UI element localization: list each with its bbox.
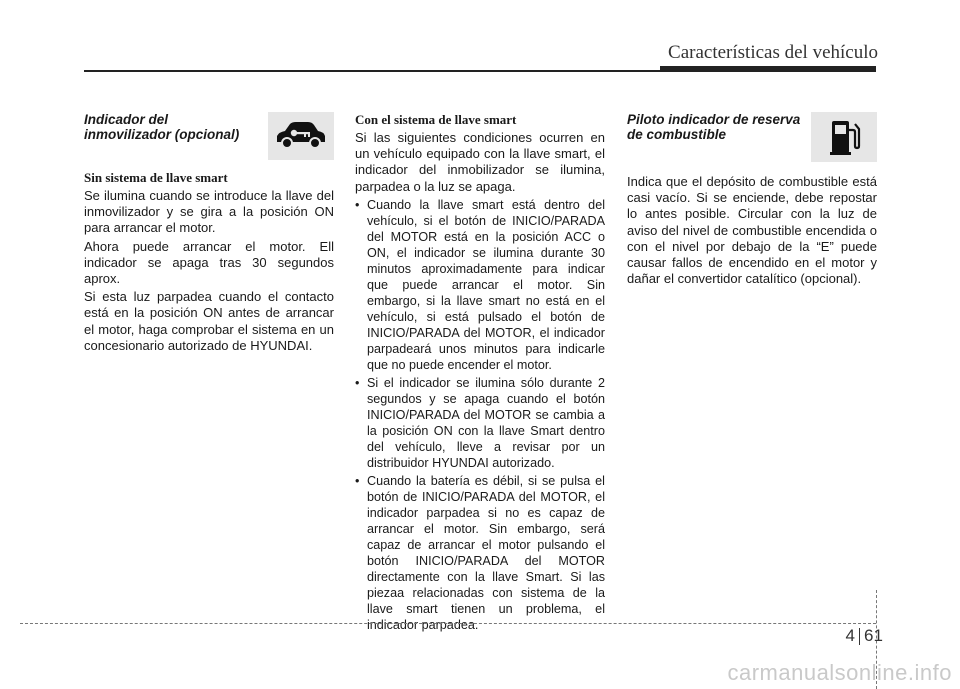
header-rule-accent	[660, 66, 876, 72]
list-item	[355, 473, 605, 633]
list-item-text: Cuando la batería es débil, si se pulsa el botón de INICIO/PARADA del MOTOR, el indicador parpadea si no es capaz de arrancar el motor. Sin embargo, será capaz de arrancar el motor pulsando el botón INICIO/PARADA del MOTOR directamente con la llave Smart. Si las piezaa relacionadas con sistema de la llave smart tienen un problema, el indicador parpadea.	[367, 473, 605, 632]
bullet-glyph: •	[355, 473, 360, 488]
list-item-text: Cuando la llave smart está dentro del vehículo, si el botón de INICIO/PARADA del MOTOR está en la posición ACC o ON, el indicador se ilumina durante 30 minutos aproximadamente para indicar que puede arrancar el motor. Sin embargo, si la llave smart no está en el vehículo, si está pulsado el botón de INICIO/PARADA del MOTOR, el indicador parpadeará unos minutos para indicarle que no puede encender el motor.	[367, 197, 605, 372]
paragraph: Se ilumina cuando se introduce la llave del inmovilizador y se gira a la posición ON para arrancar el motor.	[84, 188, 334, 236]
page-number: 61	[864, 626, 883, 645]
chapter-number: 4	[845, 626, 855, 645]
immobilizer-icon	[268, 112, 334, 160]
fuel-warning-section	[627, 112, 877, 289]
list-item-text: Si el indicador se ilumina sólo durante 2 segundos y se apaga cuando el botón INICIO/PARADA del MOTOR se cambia a la posición ON con la llave Smart dentro del vehículo, lleve a revisar por un distribuidor HYUNDAI autorizado.	[367, 375, 605, 470]
immobilizer-section	[84, 112, 334, 356]
footer-rule	[20, 623, 876, 624]
fuel-pump-icon	[811, 112, 877, 162]
paragraph: Ahora puede arrancar el motor. Ell indicador se apaga tras 30 segundos aprox.	[84, 238, 334, 287]
section-title-line1: Indicador del	[84, 112, 169, 127]
list-item	[355, 375, 605, 471]
paragraph: Si esta luz parpadea cuando el contacto está en la posición ON antes de arrancar el motor, haga comprobar el sistema en un concesionario autorizado de HYUNDAI.	[84, 289, 334, 353]
section-title-line1: Piloto indicador de reserva	[627, 112, 801, 127]
section-title-line2: inmovilizador (opcional)	[84, 127, 240, 142]
section-title-line2: de combustible	[627, 127, 727, 142]
page-number-divider	[859, 628, 860, 645]
paragraph: Si las siguientes condiciones ocurren en un vehículo equipado con la llave smart, el indicador del inmobilizador se ilumina, parpadea o la luz se apaga.	[355, 130, 605, 194]
paragraph: Indica que el depósito de combustible está casi vacío. Si se enciende, debe repostar lo antes posible. Circular con la luz de aviso del nivel de combustible encendida o con el nivel por debajo de la “E” puede causar fallos de encendido en el motor y dañar el convertidor catalítico (opcional).	[627, 174, 877, 287]
watermark: carmanualsonline.info	[727, 660, 952, 685]
subhead-smart-key: Con el sistema de llave smart	[355, 112, 517, 127]
bullet-glyph: •	[355, 197, 360, 212]
list-item	[355, 197, 605, 373]
condition-list	[355, 197, 605, 633]
smart-key-section	[355, 112, 605, 635]
page-header-title: Características del vehículo	[668, 42, 878, 63]
subhead-no-smart-key: Sin sistema de llave smart	[84, 170, 228, 185]
bullet-glyph: •	[355, 375, 360, 390]
